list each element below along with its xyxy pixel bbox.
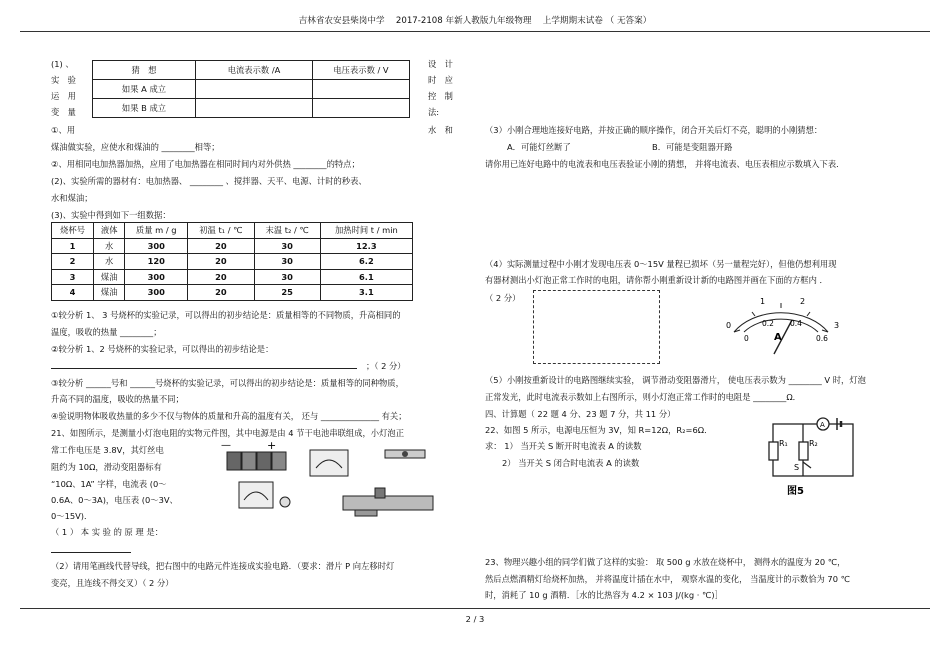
table-cell: 煤油 [94,269,125,285]
apparatus-illustration [215,440,440,522]
table-cell: 3 [52,269,94,285]
table-cell: 300 [125,269,188,285]
table-cell: 20 [188,238,254,254]
guess-table [92,60,410,118]
right-side-5: 水 和 [428,125,453,135]
meter-label: A [774,332,782,343]
table-header: 烧杯号 [52,223,94,239]
table-cell: 20 [188,269,254,285]
q1-side-1: 实 验 [51,75,76,85]
table-header: 电流表示数 /A [196,61,313,80]
table-header: 质量 m / g [125,223,188,239]
table-cell: 如果 A 成立 [93,80,196,99]
table-header: 初温 t₁ / ℃ [188,223,254,239]
table-cell: 20 [188,285,254,301]
analysis-5: ③较分析 ______号和 ______号烧杯的实验记录，可以得出的初步结论是：质量相等的同种物质， [51,378,404,388]
analysis-1: ①较分析 1、 3 号烧杯的实验记录，可以得出的初步结论是：质量相等的不同物质，升高相同的 [51,310,401,320]
meter-tick: 2 [800,297,806,306]
right-side-2: 时 应 [428,75,453,85]
table-header: 加热时间 t / min [320,223,412,239]
table-cell: 6.1 [320,269,412,285]
line-l3: ②、用相同电加热器加热，应用了电加热器在相同时间内对外供热 ________的特点； [51,159,360,169]
table-cell: 6.2 [320,254,412,270]
table-row [52,269,413,285]
table-row [52,238,413,254]
page-number: 2 / 3 [465,614,485,624]
table-header: 末温 t₂ / ℃ [254,223,320,239]
r-line-8: 正常发光，此时电流表示数如上右图所示，则小灯泡正常工作时的电阻是 ________Ω． [485,392,801,402]
table-cell: 300 [125,238,188,254]
table-cell: 120 [125,254,188,270]
table-cell [313,99,410,118]
table-cell: 水 [94,238,125,254]
table-cell: 30 [254,238,320,254]
r-line-11: 求： 1） 当开关 S 断开时电流表 A 的读数 [485,441,642,451]
analysis-4: ；（ 2 分） [366,361,406,371]
table-cell: 1 [52,238,94,254]
q21-line-2: 常工作电压是 3.8V，其灯丝电 [51,445,164,455]
analysis-3: ②较分析 1、2 号烧杯的实验记录，可以得出的初步结论是： [51,344,274,354]
meter-tick: 0.4 [790,319,802,328]
right-side-1: 设 计 [428,59,453,69]
q1-side-3: 变 量 [51,107,76,117]
r-line-5: 有器材测出小灯泡正常工作时的电阻，请你帮小刚重新设计新的电路图并画在下面的方框内 ． [485,275,828,285]
svg-text:+: + [267,440,277,452]
q21-line-6: 0～15V)． [51,511,93,521]
table-cell: 煤油 [94,285,125,301]
table-cell: 2 [52,254,94,270]
r-line-13: 23、物理兴趣小组的同学们做了这样的实验： 取 500 g 水放在烧杯中， 测得水的温度为 20 ℃， [485,557,846,567]
table-cell [313,80,410,99]
analysis-6: 升高不同的温度，吸收的热量不同； [51,394,184,404]
analysis-2: 温度，吸收的热量 ________； [51,327,162,337]
fig5-label: S [794,463,800,472]
line-l1: ①、用 [51,125,76,135]
ammeter-dial [722,292,844,356]
meter-tick: 0.6 [816,334,828,343]
meter-tick: 0 [726,321,732,330]
right-side-3: 控 制 [428,91,453,101]
table-cell: 水 [94,254,125,270]
table-cell: 30 [254,254,320,270]
line-l5: 水和煤油； [51,193,93,203]
footer-rule [20,608,930,609]
r-line-6: （ 2 分） [485,293,521,303]
data-table [51,222,413,301]
table-cell: 25 [254,285,320,301]
figure-5-circuit [765,414,865,500]
table-row [52,254,413,270]
table-header: 液体 [94,223,125,239]
r-line-1: （3）小刚合理地连接好电路，并按正确的顺序操作，闭合开关后灯不亮，聪明的小刚猜想： [485,125,823,135]
fig5-label: R₂ [809,439,818,448]
r-line-14: 然后点燃酒精灯给烧杯加热， 并将温度计插在水中， 观察水温的变化， 当温度计的示数恰为 70 ℃ [485,574,850,584]
table-cell [196,99,313,118]
line-l2: 煤油做实验，应使水和煤油的 ________相等； [51,142,220,152]
r-line-3: 请你用已连好电路中的电流表和电压表验证小刚的猜想， 并将电流表、电压表相应示数填入下表． [485,159,845,169]
table-cell: 30 [254,269,320,285]
meter-tick: 0.2 [762,319,774,328]
table-cell: 如果 B 成立 [93,99,196,118]
analysis-7: ④验说明物体吸收热量的多少不仅与物体的质量和升高的温度有关， 还与 ______________ 有关； [51,411,407,421]
r-line-4: （4）实际测量过程中小刚才发现电压表 0～15V 量程已损坏（另一量程完好），但他仍想利用现 [485,259,837,269]
line-l4: (2)、实验所需的器材有：电加热器、 ________ 、搅拌器、天平、电源、计时的秒表、 [51,176,367,186]
section-title: 四、计算题（ 22 题 4 分、23 题 7 分，共 11 分） [485,409,676,419]
meter-tick: 3 [834,321,840,330]
q21-line-5: 0.6A、0～3A)，电压表 (0～3V、 [51,495,178,505]
line-l6: (3)、实验中得到如下一组数据： [51,210,171,220]
table-header: 猜 想 [93,61,196,80]
meter-tick: 0 [744,334,749,343]
q1-side-2: 运 用 [51,91,76,101]
q21-line-4: “10Ω、1A” 字样，电流表 (0～ [51,479,167,489]
q21-line-9: 变亮，且连线不得交叉）（ 2 分） [51,578,174,588]
r-line-10: 22、如图 5 所示，电源电压恒为 3V，知 R=12Ω，R₂=6Ω． [485,425,713,435]
circuit-drawing-box[interactable] [533,290,660,364]
r-line-12: 2） 当开关 S 闭合时电流表 A 的读数 [502,458,640,468]
table-cell: 3.1 [320,285,412,301]
table-cell: 4 [52,285,94,301]
q21-line-1: 21、如图所示，是测量小灯泡电阻的实物元件图，其中电源是由 4 节干电池串联组成，小灯泡正 [51,428,404,438]
table-cell: 300 [125,285,188,301]
page-header: 吉林省农安县柴岗中学 2017-2108 年新人教版九年级物理 上学期期末试卷 （ 无答案） [298,16,652,26]
r-line-7: （5）小刚按重新设计的电路图继续实验， 调节滑动变阻器滑片， 使电压表示数为 ________ V 时，灯泡 [485,375,866,385]
table-cell: 20 [188,254,254,270]
r-line-15: 时，消耗了 10 g 酒精．［水的比热容为 4.2 × 103 J/(kg · ℃)］ [485,590,723,600]
table-cell [196,80,313,99]
fig5-label: R₁ [779,439,788,448]
meter-tick: 1 [760,297,766,306]
svg-text:—: — [221,440,231,451]
right-side-4: 法: [428,107,440,117]
fig5-caption: 图5 [787,486,804,497]
principle-blank[interactable] [51,552,131,553]
r-option-b: B．可能是变阻器开路 [652,142,733,152]
table-header: 电压表示数 / V [313,61,410,80]
q21-line-7: （ 1 ） 本 实 验 的 原 理 是： [51,527,163,537]
q21-line-3: 阻约为 10Ω，滑动变阻器标有 [51,462,162,472]
answer-blank[interactable] [51,368,357,369]
header-rule [20,31,930,32]
fig5-label: A [820,421,825,429]
table-row [93,99,410,118]
table-row [52,285,413,301]
table-cell: 12.3 [320,238,412,254]
r-option-a: A．可能灯丝断了 [507,142,571,152]
q1-label: (1) 、 [51,59,74,69]
q21-line-8: （2）请用笔画线代替导线，把右图中的电路元件连接成实验电路．（要求：滑片 P 向左移时灯 [51,561,395,571]
table-row [93,80,410,99]
